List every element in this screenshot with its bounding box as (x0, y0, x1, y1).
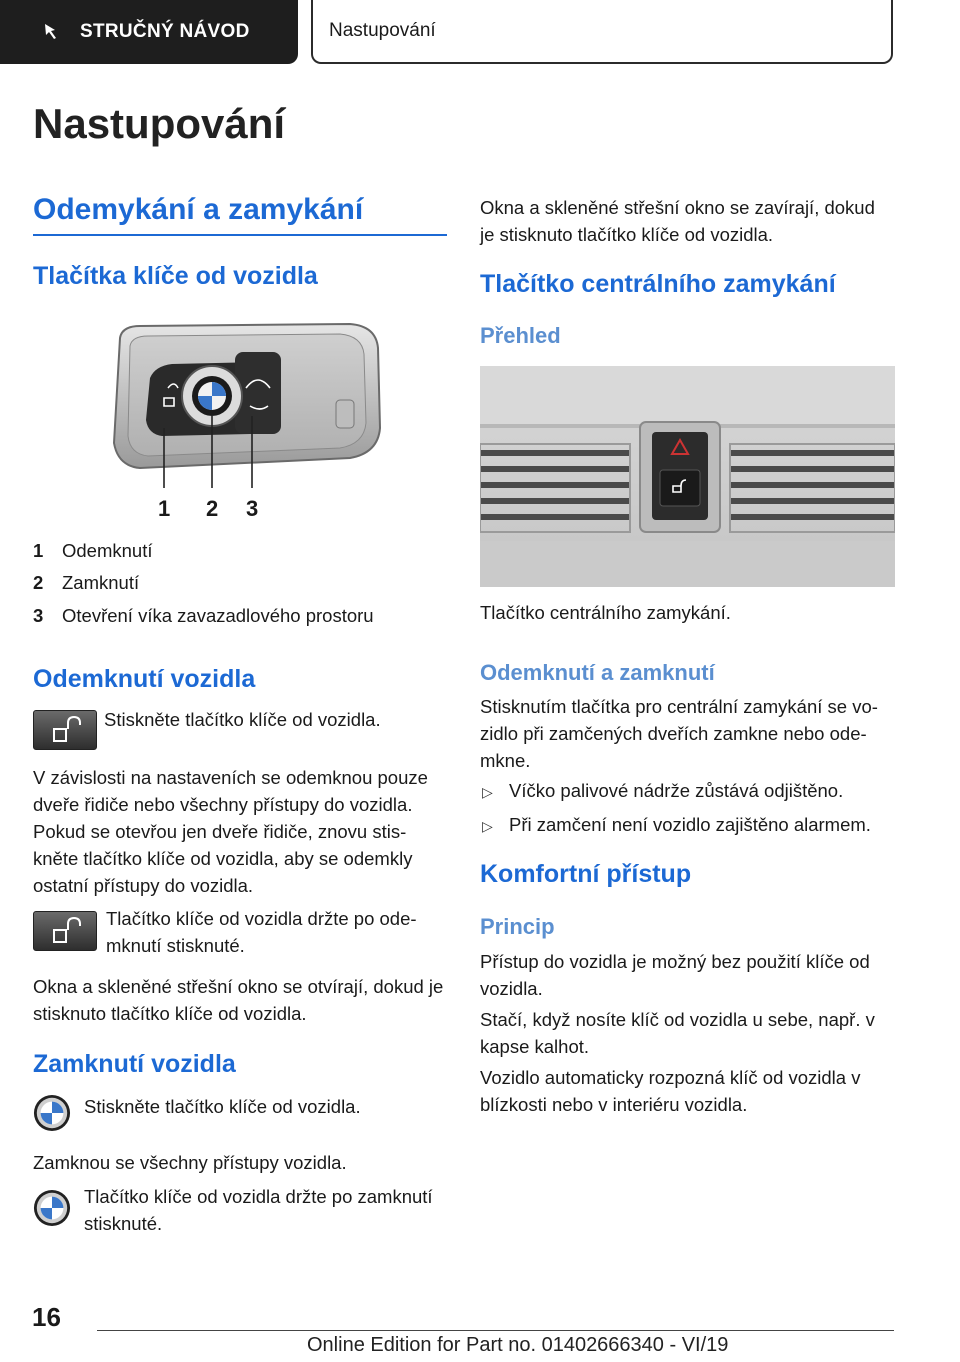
legend-num: 2 (33, 572, 44, 593)
bullet-triangle-icon: ▷ (482, 784, 493, 800)
unlock-hold-line: mknutí stisknuté. (106, 935, 245, 956)
paragraph-line: Vozidlo automaticky rozpozná klíč od vozidla v (480, 1067, 861, 1088)
lock-instruction: Stiskněte tlačítko klíče od vozidla. (84, 1096, 361, 1117)
legend-text: Otevření víka zavazadlového prostoru (62, 605, 374, 626)
unlock-hold-line: Tlačítko klíče od vozidla držte po ode‐ (106, 908, 417, 929)
keys-heading: Tlačítka klíče od vozidla (33, 262, 318, 290)
lock-hold-line: Tlačítko klíče od vozidla držte po zamknutí (84, 1186, 433, 1207)
bmw-logo-icon (33, 1189, 71, 1227)
paragraph-line: je stisknuto tlačítko klíče od vozidla. (480, 224, 774, 245)
heading-rule (33, 234, 447, 236)
paragraph-line: dveře řidiče nebo všechny přístupy do vozidla. (33, 794, 413, 815)
page-number: 16 (32, 1302, 61, 1332)
principle-heading: Princip (480, 914, 555, 939)
overview-heading: Přehled (480, 323, 561, 348)
paragraph-line: zidlo při zamčených dveřích zamkne nebo ode‐ (480, 723, 867, 744)
bullet-item: Při zamčení není vozidlo zajištěno alarmem. (509, 814, 871, 835)
legend-row (33, 537, 43, 564)
lock-hold-line: stisknuté. (84, 1213, 163, 1234)
lock-heading: Zamknutí vozidla (33, 1050, 236, 1078)
paragraph-line: vozidla. (480, 978, 543, 999)
bullet-triangle-icon: ▷ (482, 818, 493, 834)
header-section (311, 0, 893, 64)
comfort-access-heading: Komfortní přístup (480, 860, 692, 888)
unlock-instruction: Stiskněte tlačítko klíče od vozidla. (104, 709, 381, 730)
footer-rule (97, 1330, 894, 1331)
paragraph-line: Přístup do vozidla je možný bez použití klíče od (480, 951, 870, 972)
key-callout-2: 2 (206, 496, 219, 521)
bullet-item: Víčko palivové nádrže zůstává odjištěno. (509, 780, 844, 801)
paragraph-line: blízkosti nebo v interiéru vozidla. (480, 1094, 748, 1115)
unlock-button-icon (33, 911, 97, 951)
paragraph-line: mkne. (480, 750, 531, 771)
key-callout-3: 3 (246, 496, 259, 521)
section-heading: Odemykání a zamykání (33, 193, 364, 226)
paragraph-line: ostatní přístupy do vozidla. (33, 875, 254, 896)
page-title: Nastupování (33, 100, 286, 147)
central-locking-photo (480, 366, 895, 587)
paragraph-line: Okna a skleněné střešní okno se otvírají, dokud je (33, 976, 444, 997)
key-callout-1: 1 (158, 496, 171, 521)
legend-row (33, 602, 43, 629)
header-tab[interactable] (0, 0, 298, 64)
footer-edition: Online Edition for Part no. 01402666340 - VI/19 (307, 1334, 729, 1356)
key-fob-illustration (100, 318, 390, 523)
paragraph-line: Zamknou se všechny přístupy vozidla. (33, 1152, 347, 1173)
paragraph-line: kapse kalhot. (480, 1036, 590, 1057)
header-section-label: Nastupování (329, 20, 436, 41)
paragraph-line: kněte tlačítko klíče od vozidla, aby se odemkly (33, 848, 413, 869)
unlock-lock-heading: Odemknutí a zamknutí (480, 660, 715, 685)
paragraph-line: V závislosti na nastaveních se odemknou pouze (33, 767, 428, 788)
unlock-heading: Odemknutí vozidla (33, 665, 256, 693)
legend-num: 1 (33, 540, 44, 561)
legend-text: Odemknutí (62, 540, 153, 561)
legend-text: Zamknutí (62, 572, 140, 593)
paragraph-line: Stisknutím tlačítka pro centrální zamykání se vo‐ (480, 696, 878, 717)
paragraph-line: Pokud se otevřou jen dveře řidiče, znovu stis‐ (33, 821, 407, 842)
central-lock-heading: Tlačítko centrálního zamykání (480, 270, 836, 298)
legend-num: 3 (33, 605, 44, 626)
paragraph-line: stisknuto tlačítko klíče od vozidla. (33, 1003, 307, 1024)
paragraph-line: Okna a skleněné střešní okno se zavírají, dokud (480, 197, 875, 218)
paragraph-line: Stačí, když nosíte klíč od vozidla u sebe, např. v (480, 1009, 875, 1030)
header-tab-label: STRUČNÝ NÁVOD (80, 21, 250, 42)
bmw-logo-icon (33, 1094, 71, 1132)
legend-row (33, 569, 43, 596)
unlock-button-icon (33, 710, 97, 750)
image-caption: Tlačítko centrálního zamykání. (480, 602, 731, 623)
pointer-icon (42, 21, 64, 43)
